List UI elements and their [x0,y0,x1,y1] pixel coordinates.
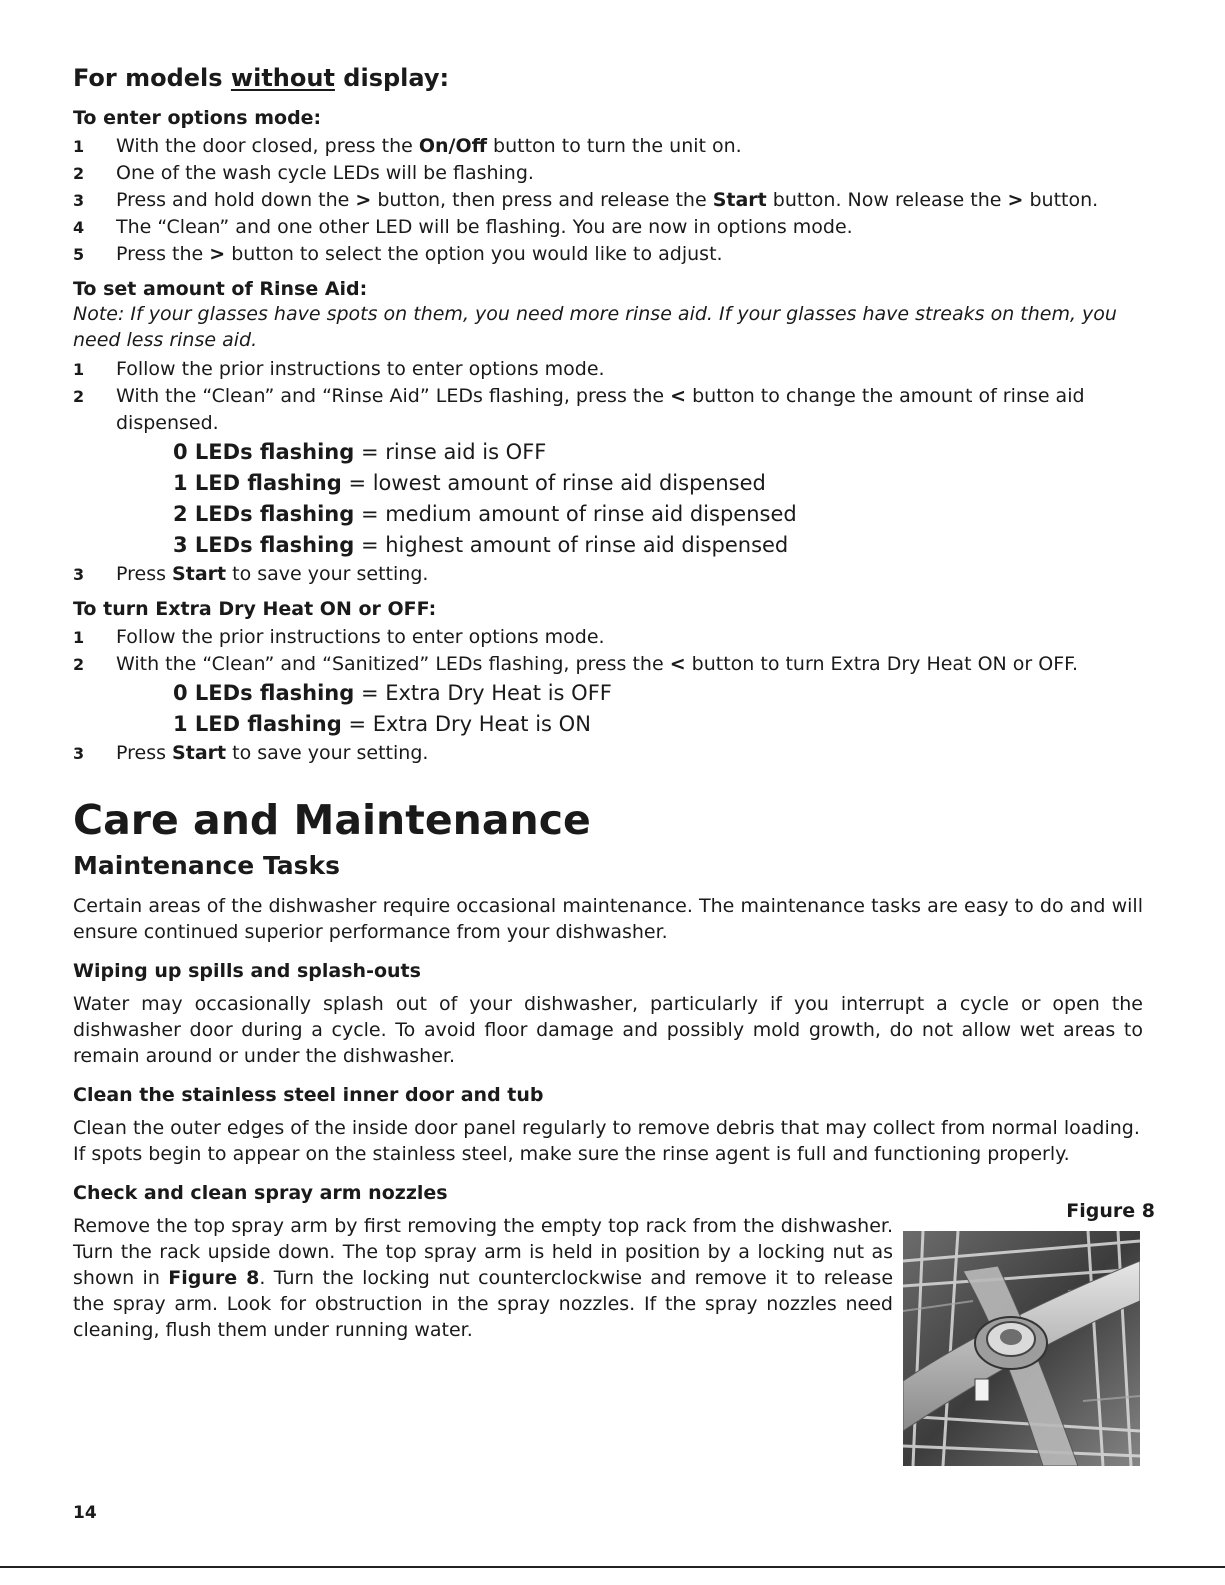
rinse-level-0: 0 LEDs flashing = rinse aid is OFF [173,440,547,464]
rinse-aid-steps [73,356,1143,437]
page-number: 14 [73,1503,97,1523]
wipe-text: Water may occasionally splash out of your dishwasher, particularly if you interrupt a cycle or open the dishwasher door during a cycle. To avoid floor damage and possibly mold growth, do not allow wet areas to remain around or under the dishwasher. [73,993,1143,1067]
rinse-level-3: 3 LEDs flashing = highest amount of rinse aid dispensed [173,533,789,557]
wipe-heading: Wiping up spills and splash-outs [73,960,421,982]
rinse-aid-save-step [73,561,1143,588]
step-item: 4 The “Clean” and one other LED will be flashing. You are now in options mode. [73,216,853,238]
step-item: 3 Press Start to save your setting. [73,563,429,585]
care-maintenance-title: Care and Maintenance [73,796,591,844]
step-item: 2 One of the wash cycle LEDs will be flashing. [73,162,534,184]
step-item: 3 Press and hold down the > button, then press and release the Start button. Now release the > button. [73,189,1099,211]
extra-dry-steps [73,624,1143,678]
step-item: 1 Follow the prior instructions to enter options mode. [73,358,605,380]
step-item: 1 With the door closed, press the On/Off button to turn the unit on. [73,135,742,157]
step-item: 2 With the “Clean” and “Rinse Aid” LEDs flashing, press the < button to change the amount of rinse aid dispensed. [73,385,1085,434]
clean-steel-text: Clean the outer edges of the inside door panel regularly to remove debris that may collect from normal loading. If spots begin to appear on the stainless steel, make sure the rinse agent is full and functioning properly. [73,1117,1140,1165]
step-item: 1 Follow the prior instructions to enter options mode. [73,626,605,648]
clean-steel-heading: Clean the stainless steel inner door and tub [73,1084,544,1106]
step-item: 2 With the “Clean” and “Sanitized” LEDs flashing, press the < button to turn Extra Dry Heat ON or OFF. [73,653,1079,675]
step-item: 5 Press the > button to select the option you would like to adjust. [73,243,723,265]
rinse-level-2: 2 LEDs flashing = medium amount of rinse aid dispensed [173,502,797,526]
dry-level-1: 1 LED flashing = Extra Dry Heat is ON [173,712,591,736]
section-title-without-display: For models without display: [73,64,450,92]
enter-options-steps [73,133,1143,268]
bottom-divider [0,1566,1225,1568]
maintenance-tasks-heading: Maintenance Tasks [73,851,341,880]
extra-dry-save-step [73,740,1143,767]
manual-page [73,60,1143,1343]
enter-options-heading: To enter options mode: [73,107,322,129]
step-item: 3 Press Start to save your setting. [73,742,429,764]
rinse-level-1: 1 LED flashing = lowest amount of rinse aid dispensed [173,471,766,495]
spray-arm-heading: Check and clean spray arm nozzles [73,1182,448,1204]
spray-arm-text: Remove the top spray arm by first removing the empty top rack from the dishwasher. Turn the rack upside down. The top spray arm is held in position by a locking nut as shown in Figure 8. Turn the locking nut counterclockwise and remove it to release the spray arm. Look for obstruction in the spray nozzles. If the spray nozzles need cleaning, flush them under running water. [73,1215,894,1341]
dry-level-0: 0 LEDs flashing = Extra Dry Heat is OFF [173,681,612,705]
figure-8-spray-arm-photo [903,1231,1140,1466]
rinse-aid-note: Note: If your glasses have spots on them, you need more rinse aid. If your glasses have streaks on them, you need less rinse aid. [73,303,1117,351]
maintenance-intro: Certain areas of the dishwasher require occasional maintenance. The maintenance tasks are easy to do and will ensure continued superior performance from your dishwasher. [73,895,1143,943]
rinse-aid-heading: To set amount of Rinse Aid: [73,278,368,300]
figure-8-label: Figure 8 [1066,1200,1155,1222]
extra-dry-heading: To turn Extra Dry Heat ON or OFF: [73,598,437,620]
